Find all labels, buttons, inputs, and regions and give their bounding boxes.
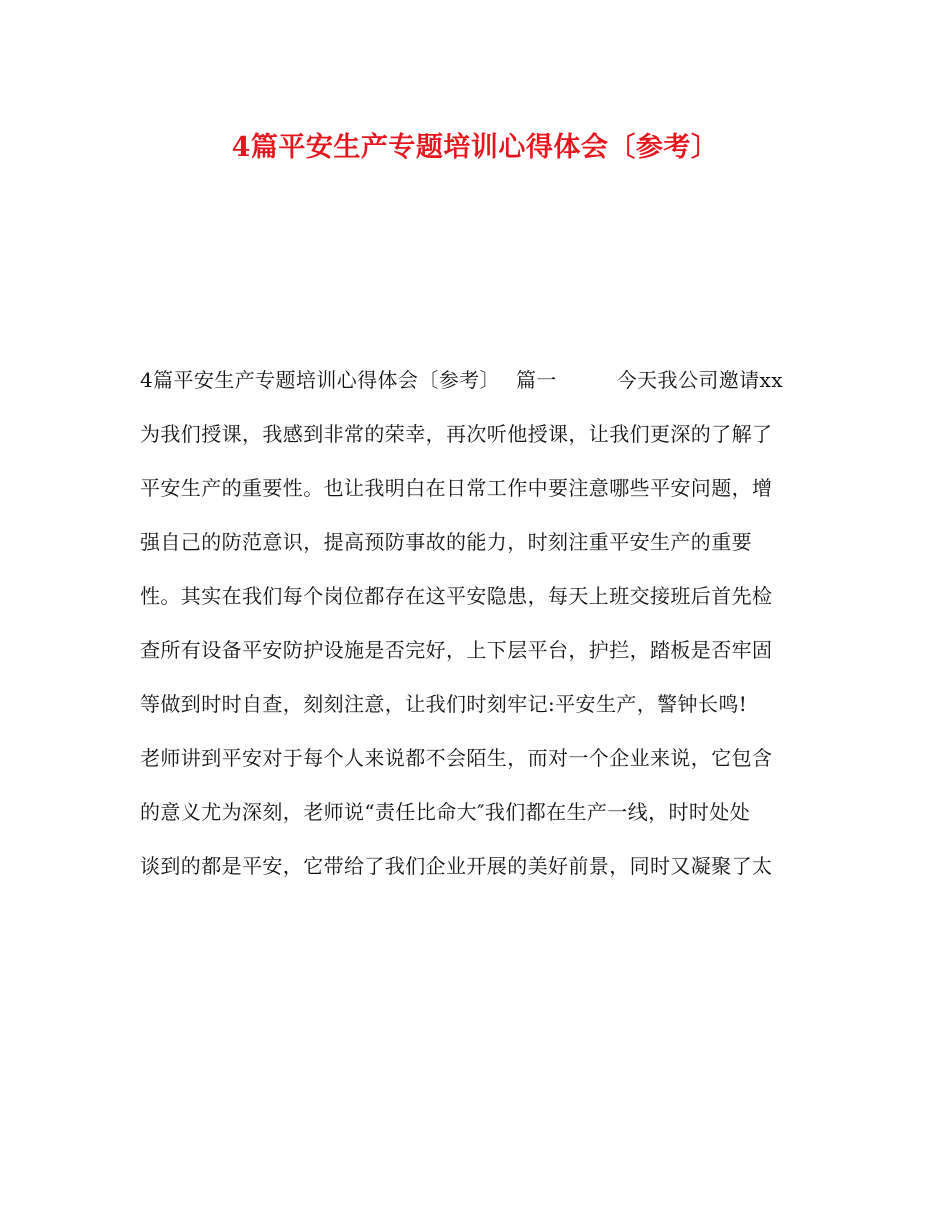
body-line-4: 强自己的防范意识，提高预防事故的能力，时刻注重平安生产的重要 (140, 530, 752, 554)
body-line-1 (140, 358, 830, 412)
opening-text: 今天我公司邀请xx (616, 368, 783, 392)
body-line-5: 性。其实在我们每个岗位都存在这平安隐患，每天上班交接班后首先检 (140, 584, 773, 608)
body-line-2: 为我们授课，我感到非常的荣幸，再次听他授课，让我们更深的了解了 (140, 422, 773, 446)
body-line-6: 查所有设备平安防护设施是否完好，上下层平台，护拦，踏板是否牢固 (140, 638, 773, 662)
body-line-7: 等做到时时自查，刻刻注意，让我们时刻牢记:平安生产，警钟长鸣! (140, 692, 748, 716)
body-line-9: 的意义尤为深刻，老师说“责任比命大″我们都在生产一线，时时处处 (140, 800, 751, 824)
document-body (140, 358, 830, 898)
section-label: 篇一 (515, 368, 557, 392)
body-line-10: 谈到的都是平安，它带给了我们企业开展的美好前景，同时又凝聚了太 (140, 854, 773, 878)
document-title: 4篇平安生产专题培训心得体会〔参考〕 (231, 132, 719, 163)
body-line-3: 平安生产的重要性。也让我明白在日常工作中要注意哪些平安问题，增 (140, 476, 773, 500)
inline-heading: 4篇平安生产专题培训心得体会〔参考〕 (140, 368, 500, 392)
body-line-8: 老师讲到平安对于每个人来说都不会陌生，而对一个企业来说，它包含 (140, 746, 773, 770)
